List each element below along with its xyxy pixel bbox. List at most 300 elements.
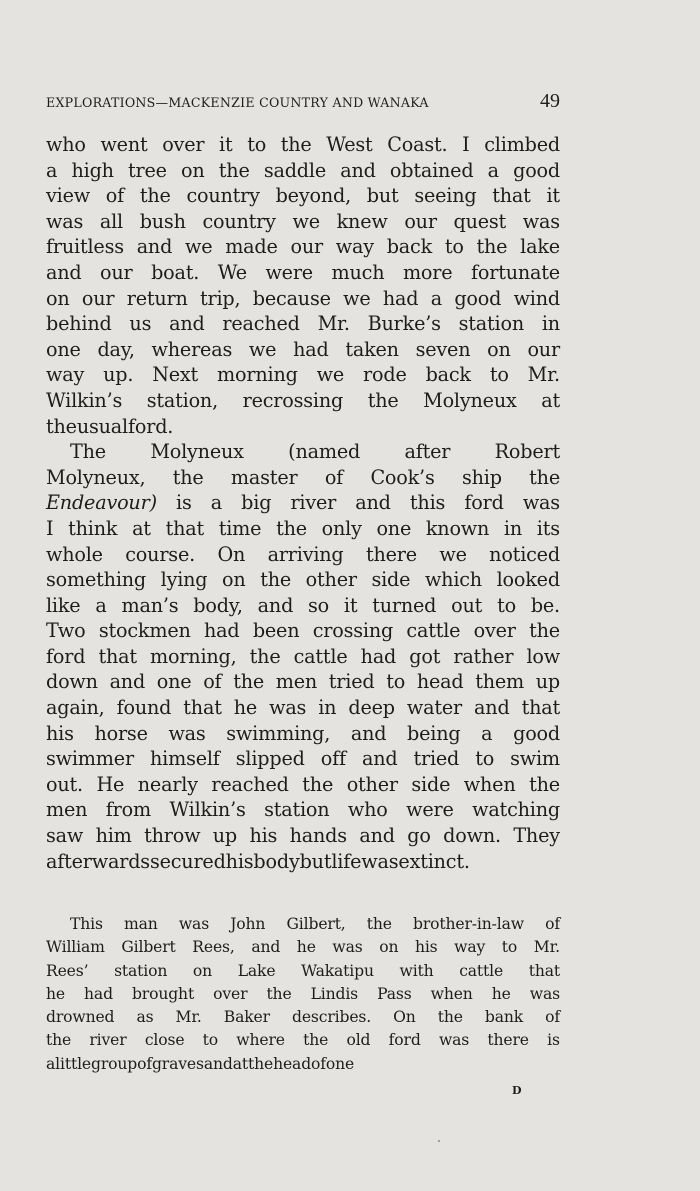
- word: climbed: [484, 133, 560, 156]
- word: lying: [160, 568, 208, 592]
- word: saddle: [263, 158, 326, 182]
- text-line: [46, 644, 560, 670]
- word: been: [252, 619, 300, 643]
- word: more: [402, 260, 453, 284]
- word: his: [225, 849, 254, 873]
- word: whereas: [151, 337, 233, 361]
- word: Next: [152, 363, 199, 387]
- word: (named: [288, 440, 361, 464]
- word: extinct.: [398, 849, 470, 873]
- word: after: [404, 440, 451, 464]
- text-line: [46, 465, 560, 491]
- word: Wakatipu: [301, 961, 374, 980]
- word: of: [137, 1054, 152, 1073]
- word: to: [444, 235, 464, 259]
- note-line: [46, 913, 560, 936]
- word: taken: [345, 337, 399, 361]
- note-line: [46, 1006, 560, 1029]
- word: Baker: [223, 1008, 270, 1027]
- word: and: [136, 235, 173, 259]
- word: close: [144, 1031, 185, 1050]
- word: high: [71, 158, 114, 182]
- word: other: [346, 772, 398, 796]
- word: when: [463, 772, 516, 796]
- text-line: [46, 823, 560, 849]
- word: the: [266, 984, 292, 1003]
- word: its: [536, 516, 560, 540]
- word: side: [411, 772, 451, 796]
- word: and: [340, 158, 376, 182]
- word: a: [46, 1054, 56, 1073]
- word: group: [90, 1054, 138, 1073]
- word: a: [46, 158, 58, 182]
- word: the: [303, 1031, 329, 1050]
- word: go: [407, 824, 431, 848]
- word: found: [116, 696, 172, 720]
- word: whole: [46, 542, 103, 566]
- word: them: [475, 670, 525, 694]
- word: river: [290, 491, 337, 515]
- word: men: [275, 670, 318, 694]
- word: he: [296, 938, 316, 957]
- word: West: [326, 133, 373, 156]
- word: had: [293, 337, 329, 361]
- word: back: [386, 235, 432, 259]
- word: to: [202, 1031, 219, 1050]
- text-line: [46, 721, 560, 747]
- signature-mark: D: [512, 1084, 522, 1097]
- word: we: [292, 209, 320, 233]
- word: because: [252, 286, 331, 310]
- text-line: [46, 490, 560, 516]
- word: there: [365, 542, 417, 566]
- word: had: [360, 644, 397, 668]
- word: him: [95, 824, 132, 848]
- word: bank: [484, 1008, 524, 1027]
- word: view: [46, 184, 90, 208]
- text-line: [46, 260, 560, 286]
- word: which: [424, 568, 482, 592]
- word: down.: [443, 824, 501, 848]
- word: deep: [348, 696, 395, 720]
- word: and: [361, 747, 398, 771]
- word: tried: [328, 670, 375, 694]
- word: Rees’: [46, 961, 89, 980]
- word: quest: [453, 209, 507, 233]
- word: at: [541, 388, 560, 412]
- word: being: [407, 721, 461, 745]
- word: cattle: [406, 619, 461, 643]
- word: he: [491, 984, 511, 1003]
- text-line: [46, 158, 560, 184]
- word: like: [46, 593, 81, 617]
- note-line: [46, 1053, 560, 1076]
- word: wind: [513, 286, 560, 310]
- word: swimmer: [46, 747, 134, 771]
- word: a: [95, 593, 107, 617]
- word: of: [545, 915, 560, 933]
- word: Lindis: [310, 984, 359, 1003]
- word: went: [100, 133, 148, 156]
- word: slipped: [235, 747, 305, 771]
- word: that: [492, 184, 531, 208]
- text-line: [46, 286, 560, 312]
- text-line: [46, 669, 560, 695]
- word: to: [497, 593, 516, 617]
- word: one: [156, 670, 192, 694]
- word: in: [503, 516, 523, 540]
- word: Rees,: [192, 938, 235, 957]
- word: country: [202, 209, 276, 233]
- word: the: [260, 568, 292, 592]
- text-line: [46, 362, 560, 388]
- word: and: [474, 696, 510, 720]
- word: that: [183, 696, 222, 720]
- word: saw: [46, 824, 84, 848]
- word: crossing: [312, 619, 394, 643]
- word: Endeavour): [46, 491, 157, 515]
- word: his: [414, 938, 438, 957]
- word: and: [355, 491, 391, 515]
- word: time: [218, 516, 262, 540]
- word: They: [513, 824, 560, 848]
- word: On: [393, 1008, 416, 1027]
- word: our: [527, 337, 560, 361]
- word: were: [265, 260, 313, 284]
- word: the: [247, 1054, 274, 1073]
- word: swimming,: [226, 721, 331, 745]
- word: morning: [217, 363, 298, 387]
- word: that: [521, 696, 560, 720]
- word: tried: [413, 747, 460, 771]
- word: the: [302, 772, 334, 796]
- word: our: [290, 235, 323, 259]
- word: over: [213, 984, 248, 1003]
- word: swim: [510, 747, 560, 771]
- word: had: [203, 619, 240, 643]
- word: was: [178, 915, 210, 933]
- word: to: [386, 670, 406, 694]
- word: his: [46, 721, 74, 745]
- text-line: [46, 234, 560, 260]
- word: drowned: [46, 1008, 115, 1027]
- word: off: [320, 747, 346, 771]
- text-line: [46, 746, 560, 772]
- word: way: [335, 235, 374, 259]
- word: reached: [222, 312, 300, 336]
- word: the: [172, 465, 204, 489]
- word: he: [233, 696, 258, 720]
- word: Wilkin’s: [46, 388, 123, 412]
- word: This: [70, 915, 103, 933]
- word: On: [217, 542, 246, 566]
- note-line: [46, 936, 560, 959]
- word: brother-in-law: [413, 915, 524, 933]
- word: us: [129, 312, 152, 336]
- word: was: [46, 209, 84, 233]
- word: and: [359, 824, 395, 848]
- word: be.: [530, 593, 560, 617]
- word: noticed: [489, 542, 560, 566]
- word: Pass: [377, 984, 412, 1003]
- word: one: [376, 516, 412, 540]
- word: of: [545, 1008, 560, 1027]
- word: up: [535, 670, 560, 694]
- word: tree: [128, 158, 167, 182]
- word: I: [462, 133, 470, 156]
- text-line: [46, 695, 560, 721]
- word: much: [331, 260, 385, 284]
- word: our: [100, 260, 133, 284]
- word: bush: [139, 209, 186, 233]
- word: Mr.: [317, 312, 350, 336]
- word: man: [124, 915, 158, 933]
- word: was: [438, 1031, 470, 1050]
- word: to: [501, 938, 518, 957]
- word: station,: [146, 388, 218, 412]
- word: got: [409, 644, 441, 668]
- word: Burke’s: [367, 312, 441, 336]
- word: we: [316, 363, 345, 387]
- page-number: 49: [540, 90, 560, 112]
- word: was: [332, 938, 363, 957]
- word: good: [454, 286, 502, 310]
- word: in: [541, 312, 560, 336]
- word: Molyneux: [423, 388, 517, 412]
- word: to: [247, 133, 267, 156]
- word: on: [181, 158, 205, 182]
- word: on: [222, 568, 246, 592]
- word: Gilbert,: [286, 915, 346, 933]
- word: Lake: [237, 961, 276, 980]
- word: big: [241, 491, 272, 515]
- word: body,: [193, 593, 243, 617]
- word: boat.: [151, 260, 200, 284]
- word: only: [321, 516, 362, 540]
- word: country: [186, 184, 260, 208]
- word: all: [99, 209, 123, 233]
- word: there: [487, 1031, 529, 1050]
- running-head: [46, 90, 560, 116]
- word: lake: [520, 235, 560, 259]
- word: arriving: [267, 542, 344, 566]
- word: out.: [46, 772, 83, 796]
- word: brought: [131, 984, 195, 1003]
- word: reached: [211, 772, 289, 796]
- running-title: EXPLORATIONS—MACKENZIE COUNTRY AND WANAKA: [46, 95, 429, 110]
- text-line: [46, 414, 560, 440]
- word: made: [225, 235, 278, 259]
- word: we: [184, 235, 213, 259]
- word: his: [249, 824, 278, 848]
- word: Cook’s: [370, 465, 435, 489]
- word: stockmen: [98, 619, 191, 643]
- word: it: [219, 133, 233, 156]
- word: station: [264, 798, 330, 822]
- word: life: [331, 849, 362, 873]
- word: when: [430, 984, 473, 1003]
- word: good: [513, 721, 560, 745]
- word: fortunate: [470, 260, 560, 284]
- word: Two: [46, 619, 86, 643]
- word: over: [473, 619, 516, 643]
- text-line: [46, 849, 560, 875]
- word: nearly: [137, 772, 198, 796]
- text-line: [46, 772, 560, 798]
- text-line: [46, 618, 560, 644]
- word: morning,: [149, 644, 237, 668]
- word: a: [430, 286, 442, 310]
- word: obtained: [389, 158, 474, 182]
- word: rode: [363, 363, 407, 387]
- word: water: [406, 696, 463, 720]
- word: John: [230, 915, 266, 933]
- word: old: [346, 1031, 371, 1050]
- word: Mr.: [527, 363, 560, 387]
- word: had: [382, 286, 419, 310]
- word: think: [68, 516, 118, 540]
- word: little: [55, 1054, 91, 1073]
- word: the: [280, 133, 312, 156]
- word: ship: [461, 465, 502, 489]
- word: head: [416, 670, 464, 694]
- text-line: [46, 388, 560, 414]
- word: hands: [289, 824, 347, 848]
- word: The: [70, 440, 106, 464]
- word: and: [251, 938, 281, 957]
- paper-speck: [438, 1140, 440, 1142]
- word: Mr.: [533, 938, 560, 957]
- word: it: [546, 184, 560, 208]
- word: We: [217, 260, 247, 284]
- word: on: [46, 286, 70, 310]
- text-line: [46, 209, 560, 235]
- word: of: [203, 670, 222, 694]
- word: had: [84, 984, 113, 1003]
- word: and: [350, 721, 387, 745]
- word: the: [218, 158, 250, 182]
- word: body: [253, 849, 300, 873]
- word: the: [529, 465, 560, 489]
- word: and: [46, 260, 82, 284]
- word: master: [230, 465, 298, 489]
- word: one: [46, 337, 81, 361]
- word: the: [366, 915, 392, 933]
- word: we: [343, 286, 371, 310]
- word: men: [46, 798, 88, 822]
- note-line: [46, 960, 560, 983]
- word: out: [451, 593, 483, 617]
- word: something: [46, 568, 146, 592]
- word: usual: [76, 414, 128, 438]
- word: the: [529, 772, 560, 796]
- word: in: [318, 696, 337, 720]
- word: that: [98, 644, 137, 668]
- word: but: [366, 184, 399, 208]
- word: graves: [151, 1054, 204, 1073]
- word: horse: [94, 721, 148, 745]
- text-line: [46, 439, 560, 465]
- word: he: [46, 984, 65, 1003]
- text-line: [46, 797, 560, 823]
- text-line: [46, 132, 560, 158]
- text-line: [46, 516, 560, 542]
- word: at: [132, 516, 151, 540]
- word: Gilbert: [121, 938, 176, 957]
- word: afterwards: [46, 849, 150, 873]
- word: return: [126, 286, 188, 310]
- text-line: [46, 183, 560, 209]
- word: the: [437, 1008, 463, 1027]
- word: is: [176, 491, 192, 515]
- word: day,: [97, 337, 135, 361]
- word: that: [528, 961, 560, 980]
- word: cattle: [293, 644, 348, 668]
- word: our: [81, 286, 115, 310]
- word: of: [324, 465, 344, 489]
- word: rather: [453, 644, 514, 668]
- word: head: [273, 1054, 312, 1073]
- word: ford: [464, 491, 504, 515]
- word: one: [325, 1054, 355, 1073]
- editorial-note: [46, 913, 560, 1076]
- word: the: [139, 184, 171, 208]
- word: other: [305, 568, 357, 592]
- text-line: [46, 337, 560, 363]
- text-line: [46, 593, 560, 619]
- word: station: [114, 961, 168, 980]
- word: himself: [149, 747, 220, 771]
- word: the: [46, 414, 77, 438]
- word: looked: [496, 568, 560, 592]
- word: we: [248, 337, 277, 361]
- word: course.: [125, 542, 195, 566]
- word: to: [475, 747, 495, 771]
- word: as: [136, 1008, 154, 1027]
- word: Molyneux: [150, 440, 244, 464]
- main-text: [46, 132, 560, 874]
- word: seven: [415, 337, 471, 361]
- word: the: [233, 670, 265, 694]
- word: behind: [46, 312, 112, 336]
- word: river: [89, 1031, 127, 1050]
- word: trip,: [200, 286, 241, 310]
- text-line: [46, 567, 560, 593]
- word: a: [487, 158, 499, 182]
- word: the: [276, 516, 307, 540]
- word: William: [46, 938, 105, 957]
- word: it: [343, 593, 358, 617]
- word: were: [406, 798, 454, 822]
- word: side: [371, 568, 411, 592]
- word: Robert: [494, 440, 560, 464]
- word: up: [212, 824, 237, 848]
- word: we: [439, 542, 467, 566]
- word: He: [96, 772, 125, 796]
- word: of: [105, 184, 125, 208]
- word: from: [105, 798, 152, 822]
- word: good: [513, 158, 560, 182]
- word: that: [165, 516, 204, 540]
- word: so: [308, 593, 330, 617]
- word: and: [109, 670, 146, 694]
- word: up.: [103, 363, 134, 387]
- word: a: [210, 491, 223, 515]
- word: at: [232, 1054, 248, 1073]
- word: this: [409, 491, 446, 515]
- word: knew: [336, 209, 388, 233]
- word: known: [425, 516, 490, 540]
